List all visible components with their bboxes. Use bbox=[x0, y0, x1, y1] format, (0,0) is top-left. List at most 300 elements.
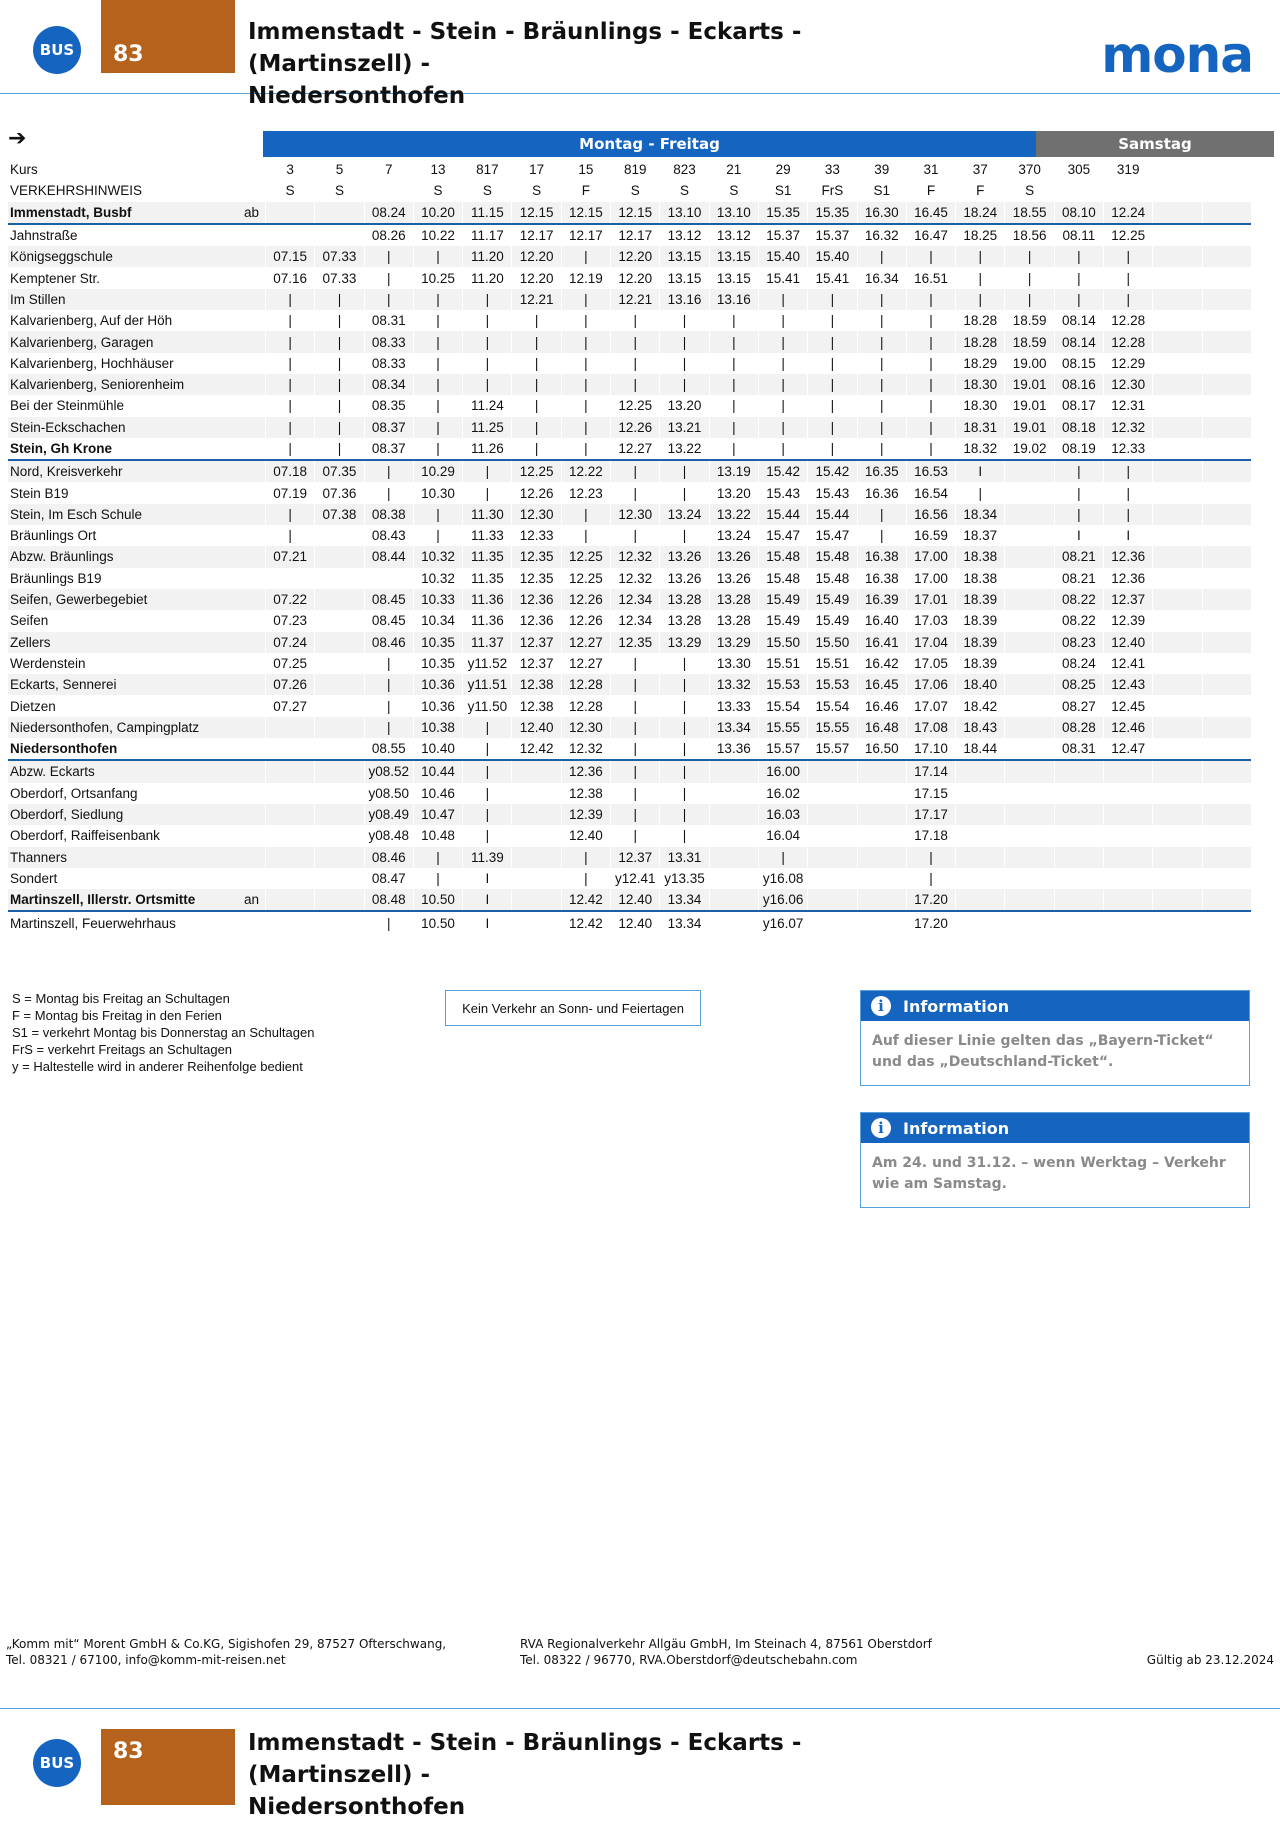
time-cell: | bbox=[561, 331, 610, 352]
line-number-box bbox=[101, 1729, 235, 1805]
time-cell bbox=[1202, 589, 1251, 610]
time-cell bbox=[1104, 825, 1153, 846]
time-cell: 11.15 bbox=[463, 202, 512, 224]
time-cell bbox=[1202, 267, 1251, 288]
time-cell: 15.48 bbox=[808, 546, 857, 567]
time-cell: 12.21 bbox=[611, 289, 660, 310]
time-cell: | bbox=[758, 847, 807, 868]
hinweis-row-cell bbox=[364, 180, 413, 201]
time-cell: | bbox=[808, 395, 857, 416]
time-cell: 08.14 bbox=[1054, 331, 1103, 352]
time-cell bbox=[1153, 674, 1202, 695]
time-cell: 13.15 bbox=[709, 246, 758, 267]
stop-name: Abzw. Eckarts bbox=[8, 760, 244, 782]
table-row bbox=[8, 395, 1251, 416]
time-cell: | bbox=[315, 395, 364, 416]
time-cell: 12.40 bbox=[561, 825, 610, 846]
time-cell: | bbox=[463, 804, 512, 825]
info-header bbox=[861, 991, 1249, 1021]
time-cell bbox=[315, 847, 364, 868]
time-cell: 18.55 bbox=[1005, 202, 1054, 224]
time-cell: | bbox=[709, 331, 758, 352]
time-cell bbox=[315, 674, 364, 695]
time-cell: | bbox=[808, 353, 857, 374]
time-cell: | bbox=[906, 331, 955, 352]
time-cell bbox=[266, 847, 315, 868]
time-cell: | bbox=[413, 353, 462, 374]
time-cell: | bbox=[758, 353, 807, 374]
stop-marker bbox=[244, 783, 266, 804]
time-cell bbox=[1202, 482, 1251, 503]
time-cell: I bbox=[463, 868, 512, 889]
time-cell bbox=[1054, 760, 1103, 782]
time-cell: 16.42 bbox=[857, 653, 906, 674]
stop-name: Bei der Steinmühle bbox=[10, 398, 125, 414]
time-cell: | bbox=[364, 482, 413, 503]
time-cell: 13.28 bbox=[709, 610, 758, 631]
stop-name: Kemptener Str. bbox=[10, 270, 101, 286]
time-cell bbox=[1104, 804, 1153, 825]
time-cell bbox=[1005, 889, 1054, 911]
time-cell: 19.01 bbox=[1005, 395, 1054, 416]
time-cell: y11.51 bbox=[463, 674, 512, 695]
time-cell bbox=[315, 632, 364, 653]
time-cell bbox=[1005, 847, 1054, 868]
time-cell: | bbox=[808, 374, 857, 395]
time-cell: 15.47 bbox=[808, 525, 857, 546]
time-cell: 16.51 bbox=[906, 267, 955, 288]
time-cell: 18.34 bbox=[956, 504, 1005, 525]
time-cell: | bbox=[758, 395, 807, 416]
time-cell: | bbox=[463, 482, 512, 503]
time-cell: 15.55 bbox=[758, 717, 807, 738]
time-cell: 10.47 bbox=[413, 804, 462, 825]
time-cell: | bbox=[611, 525, 660, 546]
time-cell: 08.28 bbox=[1054, 717, 1103, 738]
time-cell: | bbox=[266, 289, 315, 310]
kurs-row-cell: 15 bbox=[561, 159, 610, 180]
time-cell bbox=[315, 589, 364, 610]
table-row bbox=[8, 482, 1251, 503]
time-cell: 18.32 bbox=[956, 438, 1005, 460]
time-cell: 13.15 bbox=[660, 267, 709, 288]
time-cell: 10.48 bbox=[413, 825, 462, 846]
time-cell: 15.57 bbox=[758, 738, 807, 760]
hinweis-row-cell bbox=[1153, 180, 1202, 201]
time-cell bbox=[1202, 674, 1251, 695]
mona-logo: mona bbox=[1101, 26, 1253, 84]
time-cell bbox=[1202, 610, 1251, 631]
hinweis-row-cell: F bbox=[956, 180, 1005, 201]
hinweis-row-cell: FrS bbox=[808, 180, 857, 201]
time-cell: 07.27 bbox=[266, 695, 315, 716]
time-cell bbox=[1153, 911, 1202, 933]
time-cell: 08.43 bbox=[364, 525, 413, 546]
time-cell: 07.21 bbox=[266, 546, 315, 567]
time-cell: 13.33 bbox=[709, 695, 758, 716]
time-cell bbox=[808, 760, 857, 782]
table-row bbox=[8, 310, 1251, 331]
time-cell: 18.43 bbox=[956, 717, 1005, 738]
time-cell: 15.42 bbox=[808, 460, 857, 482]
table-row bbox=[8, 889, 1251, 911]
time-cell: 18.39 bbox=[956, 610, 1005, 631]
time-cell bbox=[1153, 695, 1202, 716]
time-cell: | bbox=[315, 353, 364, 374]
time-cell: 15.41 bbox=[808, 267, 857, 288]
time-cell bbox=[1202, 804, 1251, 825]
info-icon: i bbox=[871, 996, 891, 1016]
table-row bbox=[8, 246, 1251, 267]
time-cell bbox=[1202, 310, 1251, 331]
time-cell: | bbox=[906, 374, 955, 395]
time-cell bbox=[709, 847, 758, 868]
operator-2-address: RVA Regionalverkehr Allgäu GmbH, Im Steinach 4, 87561 Oberstdorf bbox=[520, 1637, 932, 1651]
time-cell: | bbox=[758, 374, 807, 395]
time-cell: 13.28 bbox=[660, 610, 709, 631]
time-cell: 10.32 bbox=[413, 568, 462, 589]
time-cell bbox=[1153, 374, 1202, 395]
legend-item: y = Haltestelle wird in anderer Reihenfolge bedient bbox=[12, 1059, 303, 1074]
time-cell bbox=[808, 868, 857, 889]
time-cell bbox=[808, 804, 857, 825]
stop-name: Seifen, Gewerbegebiet bbox=[8, 589, 244, 610]
table-row bbox=[8, 267, 1251, 288]
time-cell: | bbox=[857, 417, 906, 438]
table-row bbox=[8, 695, 1251, 716]
stop-marker bbox=[244, 395, 266, 416]
time-cell: y12.41 bbox=[611, 868, 660, 889]
time-cell bbox=[1005, 825, 1054, 846]
stop-name: Zellers bbox=[8, 632, 244, 653]
time-cell: | bbox=[660, 783, 709, 804]
stop-name: Stein, Gh Krone bbox=[10, 441, 113, 456]
time-cell: 13.34 bbox=[660, 911, 709, 933]
table-row bbox=[8, 804, 1251, 825]
stop-marker: ab bbox=[244, 202, 266, 224]
time-cell: | bbox=[463, 310, 512, 331]
time-cell: 15.37 bbox=[808, 224, 857, 246]
table-row bbox=[8, 589, 1251, 610]
time-cell: 12.15 bbox=[611, 202, 660, 224]
time-cell: y08.49 bbox=[364, 804, 413, 825]
time-cell: | bbox=[413, 847, 462, 868]
time-cell: 08.46 bbox=[364, 847, 413, 868]
time-cell bbox=[1202, 504, 1251, 525]
hinweis-row-cell bbox=[1202, 180, 1251, 201]
kurs-row-cell: 21 bbox=[709, 159, 758, 180]
time-cell: 12.36 bbox=[1104, 546, 1153, 567]
time-cell: | bbox=[660, 674, 709, 695]
table-row bbox=[8, 568, 1251, 589]
time-cell: | bbox=[364, 911, 413, 933]
kurs-row-cell: 319 bbox=[1104, 159, 1153, 180]
time-cell: | bbox=[266, 395, 315, 416]
time-cell: | bbox=[1104, 267, 1153, 288]
time-cell: 17.14 bbox=[906, 760, 955, 782]
time-cell: 10.33 bbox=[413, 589, 462, 610]
time-cell bbox=[315, 783, 364, 804]
time-cell: 08.15 bbox=[1054, 353, 1103, 374]
table-row bbox=[8, 653, 1251, 674]
time-cell: 18.38 bbox=[956, 568, 1005, 589]
table-row bbox=[8, 504, 1251, 525]
time-cell: 16.50 bbox=[857, 738, 906, 760]
time-cell bbox=[1005, 632, 1054, 653]
time-cell: 16.04 bbox=[758, 825, 807, 846]
time-cell: 17.10 bbox=[906, 738, 955, 760]
time-cell: | bbox=[561, 289, 610, 310]
info-title: Information bbox=[903, 996, 1010, 1016]
time-cell: | bbox=[463, 717, 512, 738]
table-row bbox=[8, 760, 1251, 782]
time-cell: 18.39 bbox=[956, 653, 1005, 674]
time-cell bbox=[315, 695, 364, 716]
time-cell: 16.35 bbox=[857, 460, 906, 482]
legend-item: S = Montag bis Freitag an Schultagen bbox=[12, 991, 230, 1006]
time-cell bbox=[1153, 289, 1202, 310]
time-cell: 15.57 bbox=[808, 738, 857, 760]
time-cell: 17.01 bbox=[906, 589, 955, 610]
timetable bbox=[8, 159, 1251, 934]
stop-name: Jahnstraße bbox=[8, 224, 244, 246]
time-cell bbox=[1104, 889, 1153, 911]
route-title-line1: Immenstadt - Stein - Bräunlings - Eckarts - (Martinszell) - bbox=[248, 1730, 802, 1788]
time-cell bbox=[808, 783, 857, 804]
info-header bbox=[861, 1113, 1249, 1143]
time-cell: | bbox=[364, 460, 413, 482]
time-cell: 12.34 bbox=[611, 589, 660, 610]
time-cell: 08.24 bbox=[364, 202, 413, 224]
time-cell: 17.20 bbox=[906, 911, 955, 933]
time-cell: 12.15 bbox=[561, 202, 610, 224]
time-cell: 16.02 bbox=[758, 783, 807, 804]
kurs-row-cell: 37 bbox=[956, 159, 1005, 180]
time-cell bbox=[1153, 482, 1202, 503]
hinweis-row-cell: S1 bbox=[758, 180, 807, 201]
time-cell: | bbox=[561, 525, 610, 546]
time-cell: | bbox=[561, 847, 610, 868]
time-cell bbox=[808, 825, 857, 846]
stop-name: Dietzen bbox=[10, 698, 56, 714]
time-cell bbox=[1104, 911, 1153, 933]
operator-1-address: „Komm mit“ Morent GmbH & Co.KG, Sigishofen 29, 87527 Ofterschwang, bbox=[6, 1637, 447, 1651]
time-cell: 12.25 bbox=[611, 395, 660, 416]
time-cell: 08.46 bbox=[364, 632, 413, 653]
time-cell: 12.42 bbox=[512, 738, 561, 760]
time-cell: 16.48 bbox=[857, 717, 906, 738]
time-cell: 11.36 bbox=[463, 589, 512, 610]
stop-marker bbox=[244, 760, 266, 782]
hinweis-row-cell: S bbox=[315, 180, 364, 201]
table-row bbox=[8, 546, 1251, 567]
time-cell bbox=[1005, 568, 1054, 589]
time-cell bbox=[266, 889, 315, 911]
hinweis-row-cell: S bbox=[266, 180, 315, 201]
time-cell: | bbox=[413, 331, 462, 352]
hinweis-row-cell: S bbox=[660, 180, 709, 201]
time-cell: 12.37 bbox=[512, 632, 561, 653]
stop-name: Im Stillen bbox=[8, 289, 244, 310]
kurs-row-label: Kurs bbox=[8, 159, 266, 180]
time-cell: | bbox=[413, 310, 462, 331]
stop-name: Oberdorf, Siedlung bbox=[8, 804, 244, 825]
time-cell: 12.41 bbox=[1104, 653, 1153, 674]
line-number-box bbox=[101, 0, 235, 73]
time-cell bbox=[1153, 310, 1202, 331]
time-cell: 12.31 bbox=[1104, 395, 1153, 416]
time-cell: 08.25 bbox=[1054, 674, 1103, 695]
time-cell: 15.49 bbox=[808, 589, 857, 610]
time-cell bbox=[512, 889, 561, 911]
kurs-row-cell: 3 bbox=[266, 159, 315, 180]
time-cell: 15.44 bbox=[758, 504, 807, 525]
bus-badge: BUS bbox=[33, 26, 81, 74]
time-cell bbox=[1202, 695, 1251, 716]
kurs-row-cell: 7 bbox=[364, 159, 413, 180]
stop-marker bbox=[244, 717, 266, 738]
time-cell bbox=[512, 847, 561, 868]
time-cell bbox=[266, 783, 315, 804]
time-cell: | bbox=[709, 395, 758, 416]
stop-marker bbox=[244, 438, 266, 460]
time-cell bbox=[315, 911, 364, 933]
time-cell bbox=[709, 804, 758, 825]
time-cell bbox=[956, 825, 1005, 846]
time-cell: | bbox=[611, 310, 660, 331]
stop-marker bbox=[244, 267, 266, 288]
time-cell bbox=[1005, 504, 1054, 525]
time-cell: | bbox=[561, 374, 610, 395]
time-cell: y08.48 bbox=[364, 825, 413, 846]
table-row bbox=[8, 289, 1251, 310]
time-cell: 15.44 bbox=[808, 504, 857, 525]
time-cell: | bbox=[512, 438, 561, 460]
hinweis-row-cell: S bbox=[413, 180, 462, 201]
stop-name: Martinszell, Feuerwehrhaus bbox=[8, 911, 244, 933]
time-cell: 08.27 bbox=[1054, 695, 1103, 716]
table-row bbox=[8, 353, 1251, 374]
time-cell: 19.00 bbox=[1005, 353, 1054, 374]
time-cell: y08.50 bbox=[364, 783, 413, 804]
stop-name: Oberdorf, Raiffeisenbank bbox=[10, 828, 160, 844]
time-cell bbox=[1202, 331, 1251, 352]
time-cell bbox=[709, 783, 758, 804]
time-cell: 15.53 bbox=[758, 674, 807, 695]
operator-1-contact: Tel. 08321 / 67100, info@komm-mit-reisen.net bbox=[6, 1653, 286, 1667]
time-cell: 15.42 bbox=[758, 460, 807, 482]
time-cell: | bbox=[364, 653, 413, 674]
time-cell: 13.22 bbox=[709, 504, 758, 525]
time-cell: 15.54 bbox=[808, 695, 857, 716]
time-cell: | bbox=[611, 374, 660, 395]
time-cell bbox=[956, 889, 1005, 911]
time-cell: | bbox=[266, 374, 315, 395]
time-cell: | bbox=[709, 438, 758, 460]
time-cell: | bbox=[512, 417, 561, 438]
time-cell: 07.36 bbox=[315, 482, 364, 503]
kurs-row-cell: 33 bbox=[808, 159, 857, 180]
stop-marker bbox=[244, 504, 266, 525]
time-cell bbox=[857, 783, 906, 804]
time-cell: | bbox=[660, 353, 709, 374]
time-cell: 13.26 bbox=[660, 568, 709, 589]
time-cell: 18.38 bbox=[956, 546, 1005, 567]
time-cell bbox=[315, 546, 364, 567]
time-cell: | bbox=[857, 395, 906, 416]
time-cell: | bbox=[266, 438, 315, 460]
legend bbox=[12, 990, 314, 1075]
info-text: Auf dieser Linie gelten das „Bayern-Ticket“ und das „Deutschland-Ticket“. bbox=[872, 1033, 1214, 1070]
time-cell: | bbox=[1104, 289, 1153, 310]
table-row bbox=[8, 911, 1251, 933]
time-cell bbox=[315, 717, 364, 738]
time-cell: | bbox=[512, 395, 561, 416]
time-cell: 12.28 bbox=[1104, 310, 1153, 331]
page-footer-header bbox=[0, 1708, 1280, 1820]
time-cell bbox=[1153, 331, 1202, 352]
time-cell: 17.05 bbox=[906, 653, 955, 674]
time-cell: 12.33 bbox=[1104, 438, 1153, 460]
line-number: 83 bbox=[113, 1739, 144, 1764]
time-cell bbox=[1202, 289, 1251, 310]
route-title-line2: Niedersonthofen bbox=[248, 1794, 466, 1820]
time-cell: 18.28 bbox=[956, 331, 1005, 352]
time-cell: 12.27 bbox=[611, 438, 660, 460]
time-cell: 08.44 bbox=[364, 546, 413, 567]
time-cell bbox=[709, 889, 758, 911]
time-cell: 13.36 bbox=[709, 738, 758, 760]
time-cell: 12.35 bbox=[611, 632, 660, 653]
operator-2-contact: Tel. 08322 / 96770, RVA.Oberstdorf@deutschebahn.com bbox=[520, 1653, 858, 1667]
hinweis-row-cell: F bbox=[561, 180, 610, 201]
time-cell bbox=[857, 889, 906, 911]
time-cell: | bbox=[611, 760, 660, 782]
time-cell: 15.40 bbox=[808, 246, 857, 267]
time-cell: 12.24 bbox=[1104, 202, 1153, 224]
time-cell: 11.39 bbox=[463, 847, 512, 868]
time-cell: | bbox=[315, 289, 364, 310]
time-cell bbox=[709, 760, 758, 782]
time-cell: | bbox=[857, 246, 906, 267]
time-cell: | bbox=[1054, 246, 1103, 267]
time-cell: 12.37 bbox=[611, 847, 660, 868]
time-cell: 18.29 bbox=[956, 353, 1005, 374]
time-cell: 10.35 bbox=[413, 632, 462, 653]
time-cell: | bbox=[857, 353, 906, 374]
time-cell: 10.38 bbox=[413, 717, 462, 738]
time-cell bbox=[266, 202, 315, 224]
time-cell: 15.37 bbox=[758, 224, 807, 246]
time-cell: 18.40 bbox=[956, 674, 1005, 695]
time-cell: | bbox=[857, 310, 906, 331]
stop-name: Stein, Im Esch Schule bbox=[8, 504, 244, 525]
time-cell: 18.30 bbox=[956, 395, 1005, 416]
time-cell: | bbox=[315, 331, 364, 352]
time-cell bbox=[956, 868, 1005, 889]
hinweis-row-cell: S bbox=[512, 180, 561, 201]
time-cell: | bbox=[1104, 482, 1153, 503]
stop-marker bbox=[244, 911, 266, 933]
time-cell: 10.30 bbox=[413, 482, 462, 503]
time-cell: 08.22 bbox=[1054, 589, 1103, 610]
time-cell: 12.20 bbox=[512, 246, 561, 267]
bus-badge: BUS bbox=[33, 1739, 81, 1787]
time-cell: 15.41 bbox=[758, 267, 807, 288]
time-cell: 08.37 bbox=[364, 438, 413, 460]
time-cell: | bbox=[1104, 460, 1153, 482]
kurs-row-cell: 29 bbox=[758, 159, 807, 180]
